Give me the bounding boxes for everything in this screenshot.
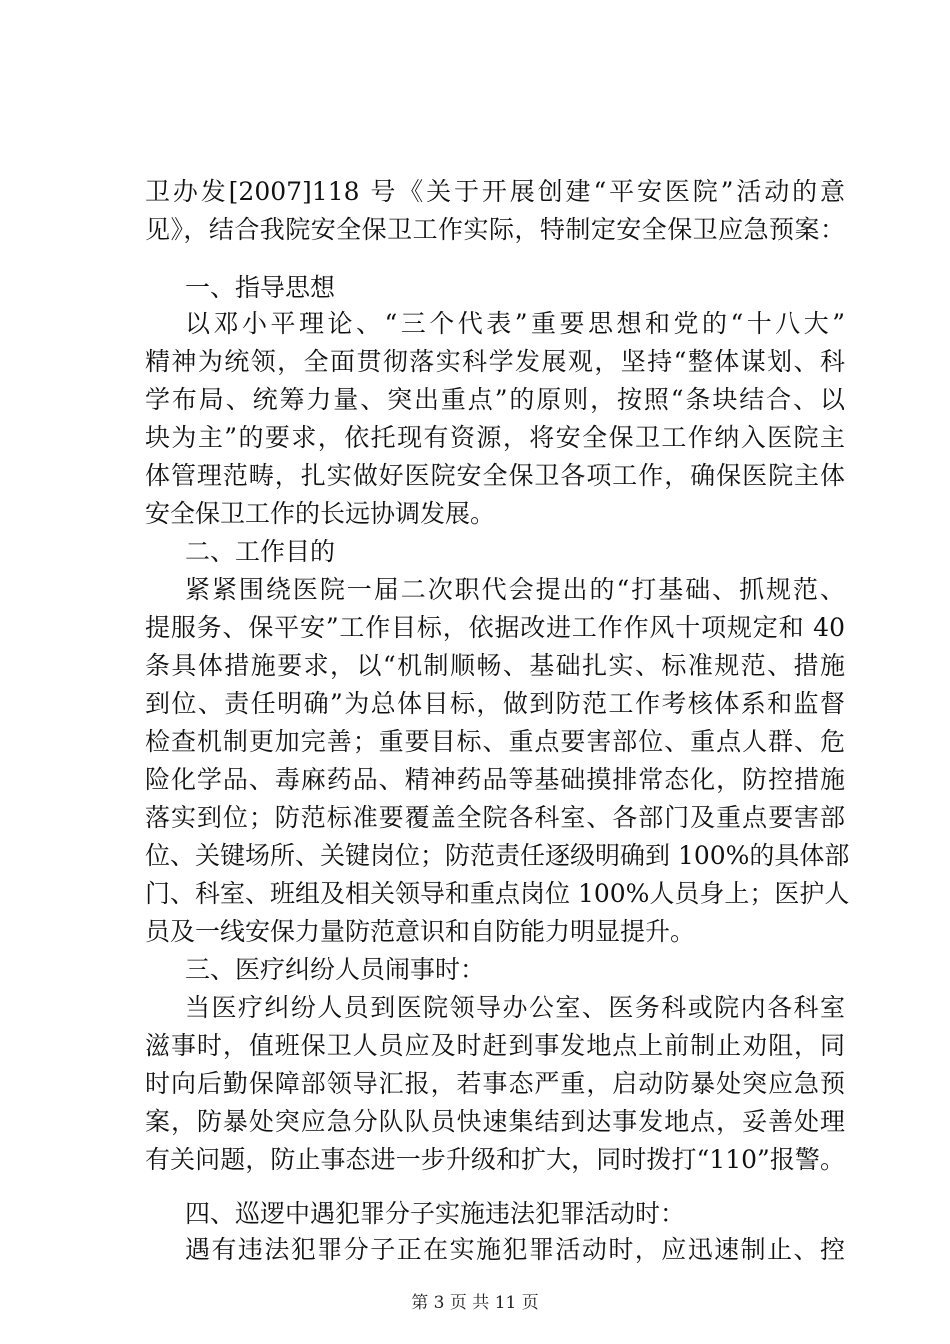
section-2-line-2: 提服务、保平安”工作目标，依据改进工作作风十项规定和 40	[145, 613, 845, 642]
paragraph-intro-line-2: 见》，结合我院安全保卫工作实际，特制定安全保卫应急预案：	[145, 215, 845, 244]
section-2-line-6: 险化学品、毒麻药品、精神药品等基础摸排常态化，防控措施	[145, 765, 845, 794]
section-2-line-3: 条具体措施要求，以“机制顺畅、基础扎实、标准规范、措施	[145, 651, 845, 680]
section-2-line-5: 检查机制更加完善；重要目标、重点要害部位、重点人群、危	[145, 727, 845, 756]
section-1-line-3: 学布局、统筹力量、突出重点”的原则，按照“条块结合、以	[145, 385, 845, 414]
section-2-line-7: 落实到位；防范标准要覆盖全院各科室、各部门及重点要害部	[145, 803, 845, 832]
section-1-line-5: 体管理范畴，扎实做好医院安全保卫各项工作，确保医院主体	[145, 461, 845, 490]
section-1-line-4: 块为主”的要求，依托现有资源，将安全保卫工作纳入医院主	[145, 423, 845, 452]
section-2-line-9: 门、科室、班组及相关领导和重点岗位 100%人员身上；医护人	[145, 879, 850, 908]
section-2-line-10: 员及一线安保力量防范意识和自防能力明显提升。	[145, 917, 696, 946]
section-2-line-4: 到位、责任明确”为总体目标，做到防范工作考核体系和监督	[145, 689, 845, 718]
section-2-line-1: 紧紧围绕医院一届二次职代会提出的“打基础、抓规范、	[185, 575, 845, 604]
section-3-line-1: 当医疗纠纷人员到医院领导办公室、医务科或院内各科室	[185, 993, 845, 1022]
section-heading-4: 四、巡逻中遇犯罪分子实施违法犯罪活动时：	[185, 1199, 686, 1228]
page-footer: 第 3 页 共 11 页	[411, 1293, 539, 1313]
section-heading-1: 一、指导思想	[185, 273, 336, 302]
section-1-line-1: 以邓小平理论、“三个代表”重要思想和党的“十八大”	[185, 309, 845, 338]
section-4-line-1: 遇有违法犯罪分子正在实施犯罪活动时，应迅速制止、控	[185, 1235, 845, 1264]
section-heading-2: 二、工作目的	[185, 537, 336, 566]
section-3-line-4: 案，防暴处突应急分队队员快速集结到达事发地点，妥善处理	[145, 1107, 845, 1136]
section-1-line-6: 安全保卫工作的长远协调发展。	[145, 499, 496, 528]
section-3-line-5: 有关问题，防止事态进一步升级和扩大，同时拨打“110”报警。	[145, 1145, 845, 1174]
section-3-line-3: 时向后勤保障部领导汇报，若事态严重，启动防暴处突应急预	[145, 1069, 845, 1098]
section-heading-3: 三、医疗纠纷人员闹事时：	[185, 955, 486, 984]
paragraph-intro-line-1: 卫办发[2007]118 号《关于开展创建“平安医院”活动的意	[145, 177, 845, 206]
section-1-line-2: 精神为统领，全面贯彻落实科学发展观，坚持“整体谋划、科	[145, 347, 845, 376]
section-2-line-8: 位、关键场所、关键岗位；防范责任逐级明确到 100%的具体部	[145, 841, 850, 870]
section-3-line-2: 滋事时，值班保卫人员应及时赶到事发地点上前制止劝阻，同	[145, 1031, 845, 1060]
